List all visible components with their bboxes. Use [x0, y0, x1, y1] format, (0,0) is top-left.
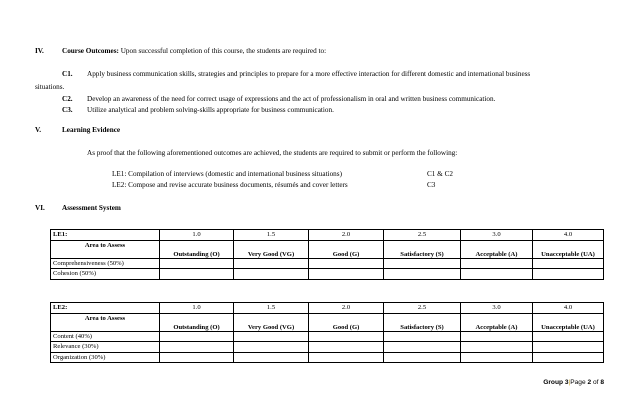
le1-criterion-1: Comprehensiveness (50%)	[51, 258, 160, 269]
outcome-c1-code: C1.	[62, 70, 73, 78]
table-row	[51, 331, 604, 342]
le2-rubric-table	[50, 302, 604, 363]
table-cell	[309, 269, 384, 280]
le2-score-3: 2.0	[309, 303, 384, 314]
outcome-c2-text: Develop an awareness of the need for correct usage of expressions and the act of professionalism in oral and written business communication.	[87, 95, 496, 103]
le1-level-6: Unacceptable (UA)	[533, 240, 604, 258]
le2-title: LE2:	[51, 303, 160, 314]
le2-level-3: Good (G)	[309, 313, 384, 331]
table-cell	[309, 342, 384, 353]
table-row	[51, 258, 604, 269]
table-row	[51, 352, 604, 363]
table-row	[51, 342, 604, 353]
le1-rubric-table	[50, 229, 604, 280]
outcome-c1-wrap: situations.	[35, 83, 65, 91]
footer-group: Group 3	[543, 379, 569, 386]
table-cell	[309, 258, 384, 269]
outcome-c3-text: Utilize analytical and problem solving-skills appropriate for business communication.	[87, 106, 334, 114]
table-cell	[384, 269, 461, 280]
le2-score-row	[51, 303, 604, 314]
le1-level-5: Acceptable (A)	[461, 240, 533, 258]
le1-level-1: Outstanding (O)	[160, 240, 234, 258]
table-cell	[461, 258, 533, 269]
table-cell	[234, 269, 309, 280]
le1-score-5: 3.0	[461, 230, 533, 241]
section-5-intro: As proof that the following aforementioned outcomes are achieved, the students are required to submit or perform the following:	[87, 149, 458, 157]
table-cell	[384, 352, 461, 363]
learning-evidence-2: LE2: Compose and revise accurate business documents, résumés and cover letters	[112, 181, 348, 189]
table-row	[51, 269, 604, 280]
le1-level-4: Satisfactory (S)	[384, 240, 461, 258]
table-cell	[461, 352, 533, 363]
table-cell	[533, 331, 604, 342]
table-cell	[461, 342, 533, 353]
section-4-number: IV.	[35, 47, 44, 55]
footer-page-total: 8	[600, 379, 604, 386]
footer-of-word: of	[592, 379, 599, 386]
outcome-c2-code: C2.	[62, 95, 73, 103]
section-5-heading: Learning Evidence	[62, 126, 121, 134]
section-6-number: VI.	[35, 204, 45, 212]
table-cell	[384, 342, 461, 353]
table-cell	[160, 258, 234, 269]
section-5-number: V.	[35, 126, 42, 134]
table-cell	[533, 352, 604, 363]
table-cell	[461, 269, 533, 280]
section-4-intro: Upon successful completion of this course, the students are required to:	[120, 47, 327, 55]
le2-score-6: 4.0	[533, 303, 604, 314]
page-footer	[543, 379, 604, 386]
learning-evidence-1-codes: C1 & C2	[427, 170, 453, 178]
le2-criterion-3: Organization (30%)	[51, 352, 160, 363]
table-cell	[461, 331, 533, 342]
section-4-line	[62, 47, 326, 56]
table-cell	[234, 331, 309, 342]
footer-separator: |	[568, 379, 571, 386]
le1-score-6: 4.0	[533, 230, 604, 241]
le2-area-header	[51, 313, 160, 331]
le2-level-4: Satisfactory (S)	[384, 313, 461, 331]
le1-score-1: 1.0	[160, 230, 234, 241]
table-cell	[160, 352, 234, 363]
table-cell	[384, 258, 461, 269]
le2-level-1: Outstanding (O)	[160, 313, 234, 331]
le1-level-3: Good (G)	[309, 240, 384, 258]
le1-level-2: Very Good (VG)	[234, 240, 309, 258]
le2-level-row	[51, 313, 604, 331]
le2-score-5: 3.0	[461, 303, 533, 314]
outcome-c1-text: Apply business communication skills, strategies and principles to prepare for a more effective interaction for different domestic and international business	[87, 70, 531, 78]
le2-level-6: Unacceptable (UA)	[533, 313, 604, 331]
footer-page-number: 2	[587, 379, 592, 386]
table-cell	[533, 269, 604, 280]
le2-criterion-2: Relevance (30%)	[51, 342, 160, 353]
le2-level-5: Acceptable (A)	[461, 313, 533, 331]
learning-evidence-2-codes: C3	[427, 181, 436, 189]
le2-level-2: Very Good (VG)	[234, 313, 309, 331]
learning-evidence-1: LE1: Compilation of interviews (domestic and international business situations)	[112, 170, 342, 178]
le2-score-2: 1.5	[234, 303, 309, 314]
le1-score-2: 1.5	[234, 230, 309, 241]
table-cell	[234, 258, 309, 269]
le1-area-label: Area to Assess	[84, 241, 126, 249]
le1-level-row	[51, 240, 604, 258]
table-cell	[384, 331, 461, 342]
le1-title: LE1:	[51, 230, 160, 241]
table-cell	[533, 258, 604, 269]
table-cell	[160, 269, 234, 280]
le1-score-row	[51, 230, 604, 241]
le2-score-1: 1.0	[160, 303, 234, 314]
le1-score-3: 2.0	[309, 230, 384, 241]
table-cell	[309, 331, 384, 342]
footer-page-word: Page	[570, 379, 586, 386]
table-cell	[234, 352, 309, 363]
le1-score-4: 2.5	[384, 230, 461, 241]
table-cell	[160, 342, 234, 353]
table-cell	[160, 331, 234, 342]
table-cell	[533, 342, 604, 353]
section-6-heading: Assessment System	[62, 204, 121, 212]
le1-criterion-2: Cohesion (50%)	[51, 269, 160, 280]
table-cell	[309, 352, 384, 363]
le2-area-label: Area to Assess	[84, 314, 126, 322]
le2-criterion-1: Content (40%)	[51, 331, 160, 342]
section-4-heading: Course Outcomes:	[62, 47, 119, 55]
le1-area-header	[51, 240, 160, 258]
le2-score-4: 2.5	[384, 303, 461, 314]
table-cell	[234, 342, 309, 353]
outcome-c3-code: C3.	[62, 106, 73, 114]
